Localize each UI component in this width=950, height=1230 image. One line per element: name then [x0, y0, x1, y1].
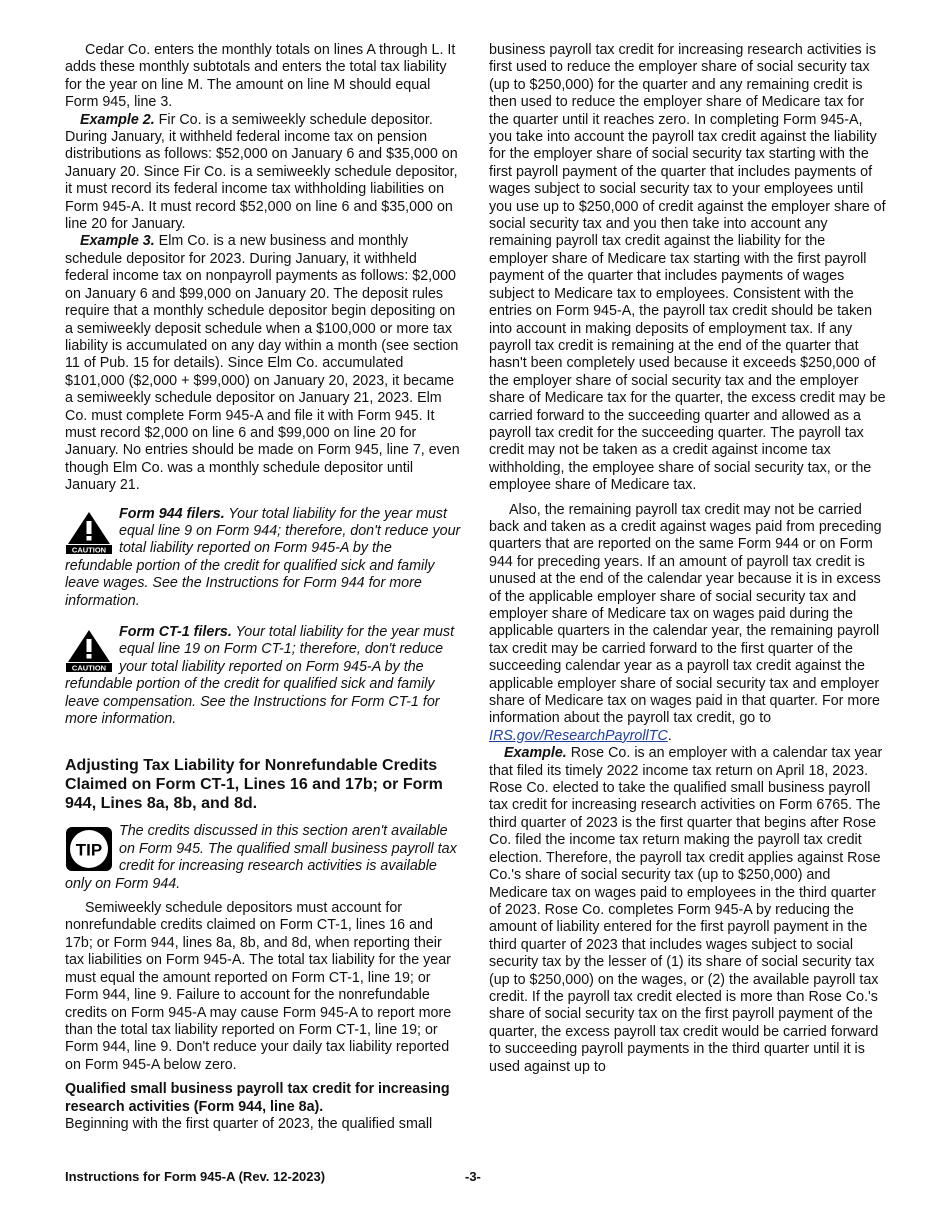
- caution-944-heading: Form 944 filers.: [119, 505, 225, 522]
- example-3-label: Example 3.: [80, 233, 155, 250]
- paragraph-semiweekly: Semiweekly schedule depositors must account for nonrefundable credits claimed on Form CT-1, lines 16 and 17b; or Form 944, lines 8a, 8b, and 8d, when reporting their tax liabilities on Form 945-A. The total tax liability for the year must equal the amount reported on Form CT-1, line 19; or Form 944, line 9. Failure to account for the nonrefundable credits on Form 945-A may cause Form 945-A to report more than the total tax liability reported on Form CT-1, line 19; or Form 944, line 9. Don't reduce your daily tax liability reported on Form 945-A below zero.: [65, 900, 452, 1073]
- example-label: Example.: [504, 745, 567, 762]
- example-2-label: Example 2.: [80, 111, 155, 128]
- tip-note: [65, 823, 462, 893]
- example-2-text: Fir Co. is a semiweekly schedule depositor. During January, it withheld federal income tax on pension distributions as follows: $52,000 on January 6 and $35,000 on January 20. Since Fir Co. is a semiweekly schedule depositor, it must record its federal income tax withholding liabilities on Form 945-A. It must record $52,000 on line 6 and $35,000 on line 20 for January.: [65, 111, 458, 233]
- example-2: [65, 112, 462, 234]
- example-3: [65, 233, 462, 494]
- section-heading-adjusting-tax-liability: Adjusting Tax Liability for Nonrefundable Credits Claimed on Form CT-1, Lines 16 and 17b; or Form 944, Lines 8a, 8b, and 8d.: [65, 757, 443, 813]
- subheading-payroll-tax-credit: Qualified small business payroll tax credit for increasing research activities (Form 944, line 8a).: [65, 1081, 450, 1115]
- example-3-text: Elm Co. is a new business and monthly schedule depositor for 2023. During January, it withheld federal income tax on nonpayroll payments as follows: $2,000 on January 6 and $99,000 on January 20. The deposit rules require that a monthly schedule depositor begin depositing on a semiweekly deposit schedule when a $100,000 or more tax liability is accumulated on any day within a month (see section 11 of Pub. 15 for details). Since Elm Co. accumulated $101,000 ($2,000 + $99,000) on January 20, 2023, it became a semiweekly schedule depositor on January 21, 2023. Elm Co. must complete Form 945-A and file it with Form 945. It must record $2,000 on line 6 and $99,000 on line 20 for January. No entries should be made on Form 945, line 7, even though Elm Co. was a monthly schedule depositor until January 21.: [65, 233, 460, 494]
- irs-research-payroll-link[interactable]: IRS.gov/ResearchPayrollTC: [489, 727, 668, 744]
- page-number: -3-: [465, 1169, 481, 1184]
- caution-icon: [65, 510, 113, 554]
- caution-label: CAUTION: [71, 663, 107, 672]
- caution-note-form-ct1: [65, 624, 462, 728]
- tip-text: The credits discussed in this section aren't available on Form 945. The qualified small business payroll tax credit for increasing research activities is available only on Form 944.: [65, 823, 457, 892]
- example-text: Rose Co. is an employer with a calendar tax year that filed its timely 2022 income tax return on April 18, 2023. Rose Co. elected to take the qualified small business payroll tax credit for increasing research activities on Form 6765. The third quarter of 2023 is the first quarter that begins after Rose Co. filed the income tax return making the payroll tax credit election. Therefore, the payroll tax credit applies against Rose Co.'s share of social security tax (up to $250,000) and Medicare tax on wages paid to employees in the third quarter of 2023. Rose Co. completes Form 945-A by reducing the amount of liability entered for the first payroll payment in the third quarter of 2023 that includes wages subject to social security tax by the lesser of (1) its share of social security tax (up to $250,000) on the wages, or (2) the available payroll tax credit. If the payroll tax credit elected is more than Rose Co.'s share of social security tax on the first payroll payment of the quarter, the excess payroll tax credit would be carried forward to succeeding payroll payments in the third quarter until it is used against up to: [489, 745, 883, 1075]
- caution-icon: [65, 628, 113, 672]
- caution-ct1-text: Your total liability for the year must equal line 19 on Form CT-1; therefore, don't reduce your total liability reported on Form 945-A by the refundable portion of the credit for qualified sick and family leave compensation. See the Instructions for Form CT-1 for more information.: [65, 624, 455, 728]
- paragraph-cedar: Cedar Co. enters the monthly totals on lines A through L. It adds these monthly subtotals and enters the total tax liability for the year on line M. The amount on line M should equal Form 945, line 3.: [65, 42, 456, 111]
- paragraph-credit-continued: business payroll tax credit for increasing research activities is first used to reduce the employer share of social security tax (up to $250,000) for the quarter and any remaining credit is then used to reduce the employer share of Medicare tax for the quarter until it reaches zero. In completing Form 945-A, you take into account the payroll tax credit against the liability for the employer share of social security tax starting with the first payroll payment of the quarter that includes payments of wages subject to social security tax to your employees until you use up to $250,000 of credit against the employer share of social security tax and you then take into account any remaining payroll tax credit against the liability for the employer share of Medicare tax starting with the first payroll payment of the quarter that includes payments of wages subject to Medicare tax to employees. Consistent with the entries on Form 945-A, the payroll tax credit should be taken into account in making deposits of employment tax. If any payroll tax credit is remaining at the end of the quarter that hasn't been completely used because it exceeds $250,000 of the employer share of social security tax and the employer share of Medicare tax for the quarter, the excess credit may be carried forward to the succeeding quarter and allowed as a payroll tax credit for the succeeding quarter. The payroll tax credit may not be taken as a credit against income tax withholding, the employee share of social security tax, or the employee share of Medicare tax.: [489, 42, 886, 494]
- tip-icon: [65, 827, 113, 871]
- caution-944-text: Your total liability for the year must equal line 9 on Form 944; therefore, don't reduce your total liability reported on Form 945-A by the refundable portion of the credit for qualified sick and family leave wages. See the Instructions for Form 944 for more information.: [65, 505, 461, 609]
- caution-ct1-heading: Form CT-1 filers.: [119, 624, 232, 640]
- paragraph-beginning: Beginning with the first quarter of 2023, the qualified small: [65, 1115, 433, 1132]
- caution-note-form-944: [65, 506, 462, 610]
- paragraph-carryforward: [489, 502, 886, 746]
- period: .: [667, 727, 672, 744]
- carryforward-text: Also, the remaining payroll tax credit may not be carried back and taken as a credit against wages paid from preceding quarters that are reported on the same Form 944 or on Form 944 for preceding years. If an amount of payroll tax credit is unused at the end of the calendar year because it is in excess of the applicable employer share of social security tax and employer share of Medicare tax on wages paid during the applicable quarters in the calendar year, the remaining payroll tax credit may be carried forward to the first quarter of the succeeding calendar year as a payroll tax credit against the applicable employer share of social security tax and employer share of Medicare tax on wages paid in that quarter. For more information about the payroll tax credit, go to: [489, 501, 882, 727]
- caution-label: CAUTION: [71, 545, 107, 554]
- footer-form-title: Instructions for Form 945-A (Rev. 12-2023): [65, 1169, 326, 1184]
- tip-label: TIP: [75, 840, 103, 860]
- right-column: [489, 42, 886, 1076]
- example-rose-co: [489, 745, 886, 1076]
- left-column: [65, 42, 462, 1133]
